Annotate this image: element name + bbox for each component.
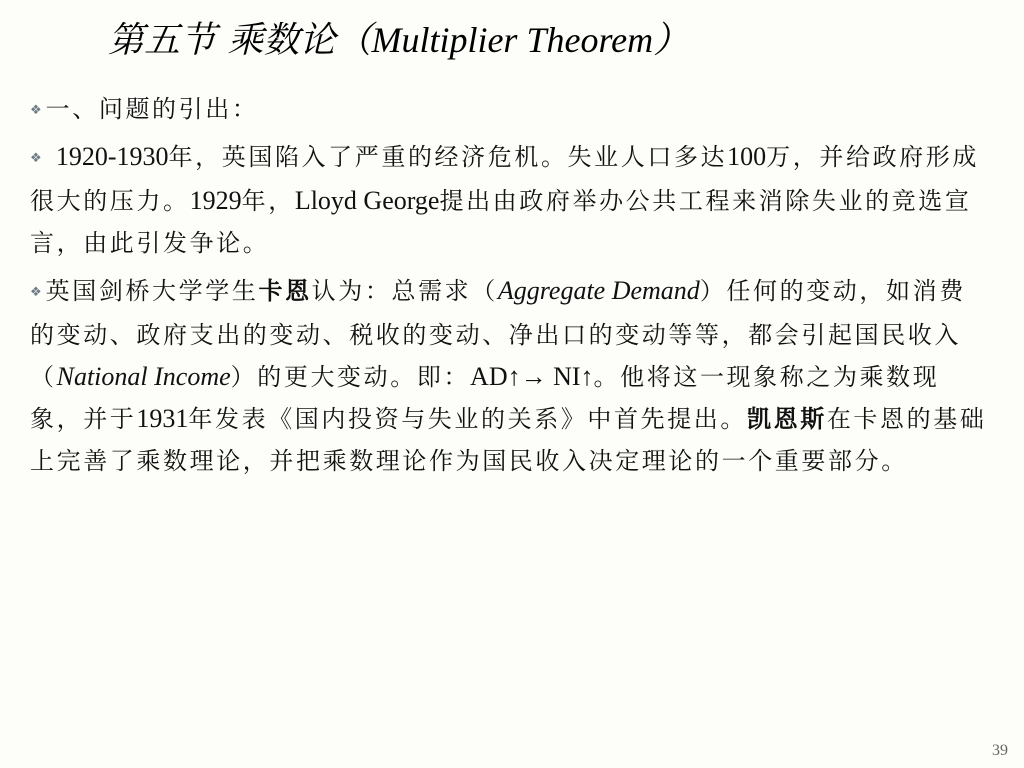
aggregate-demand-term: Aggregate Demand [497, 276, 700, 305]
national-income-term: National Income [56, 362, 231, 391]
history-text-2: 万，并给政府形成很大的压力。 [30, 143, 979, 215]
slide-body [30, 88, 990, 488]
unemployed-count: 100 [727, 142, 767, 171]
kahn-text-4: ）的更大变动。即： [230, 363, 471, 391]
multiplier-formula: AD↑→ NI↑ [470, 362, 594, 391]
diamond-bullet-icon: ❖ [30, 103, 42, 118]
year-1929: 1929 [189, 186, 242, 215]
bullet-point-question [30, 88, 990, 132]
kahn-text-6: 年发表《国内投资与失业的关系》中首先提出。 [188, 405, 748, 433]
history-text-1: 年，英国陷入了严重的经济危机。失业人口多达 [168, 143, 728, 171]
bullet-point-kahn [30, 270, 990, 482]
bullet-point-history [30, 136, 990, 264]
question-heading: 一、问题的引出： [45, 95, 259, 123]
title-english: Multiplier Theorem [371, 20, 654, 60]
title-close-paren: ） [653, 20, 690, 61]
kahn-text-2: 认为：总需求（ [311, 277, 498, 305]
history-text-3: 年， [241, 187, 295, 215]
person-name: Lloyd George [294, 186, 440, 215]
page-number: 39 [992, 742, 1008, 759]
kahn-text-7: 在卡恩的基础上完善了乘数理论，并把乘数理论作为国民收入决定理论的一个重要部分。 [30, 405, 987, 475]
diamond-bullet-icon: ❖ [30, 151, 42, 166]
kahn-name: 卡恩 [258, 276, 312, 305]
keynes-name: 凯恩斯 [747, 404, 827, 433]
history-text-4: 提出由政府举办公共工程来消除失业的竞选宣言，由此引发争论。 [30, 187, 972, 257]
year-1931: 1931 [136, 404, 189, 433]
diamond-bullet-icon: ❖ [30, 285, 42, 300]
kahn-text-1: 英国剑桥大学学生 [45, 277, 259, 305]
slide-title [108, 14, 988, 67]
kahn-text-3: ）任何的变动，如消费的变动、政府支出的变动、税收的变动、净出口的变动等等，都会引起国民收入（ [30, 277, 966, 391]
title-chinese: 第五节 乘数论（ [108, 20, 372, 61]
kahn-text-5: 。他将这一现象称之为乘数现象，并于 [30, 363, 940, 433]
years-range: 1920-1930 [55, 142, 169, 171]
